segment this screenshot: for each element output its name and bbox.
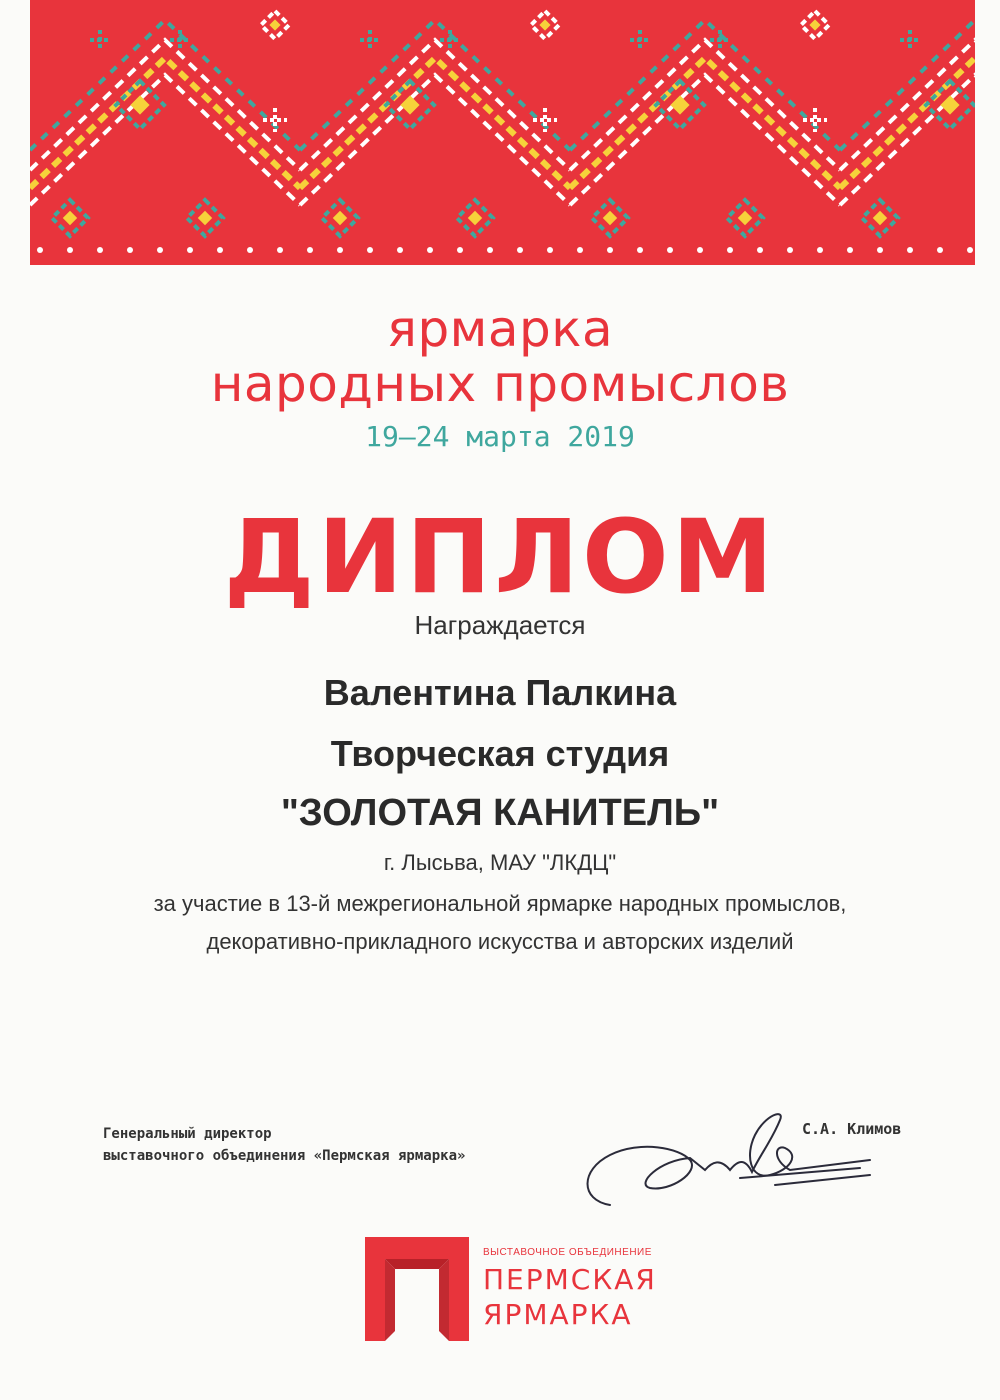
award-reason: за участие в 13-й межрегиональной ярмарке народных промыслов, декоративно-прикладного искусства и авторских изделий	[153, 891, 847, 954]
folk-ornament-banner	[30, 0, 975, 265]
awarded-label: Награждается	[414, 610, 586, 640]
logo-wordmark-line1: ПЕРМСКАЯ	[483, 1263, 657, 1296]
studio-name: "ЗОЛОТАЯ КАНИТЕЛЬ"	[280, 792, 720, 834]
signatory-position	[103, 1123, 465, 1167]
diploma-heading: ДИПЛОМ	[223, 498, 777, 617]
fair-dates: 19–24 марта 2019	[365, 420, 635, 453]
signatory-position-line2: выставочного объединения «Пермская ярмарка»	[103, 1148, 466, 1164]
logo-caption: ВЫСТАВОЧНОЕ ОБЪЕДИНЕНИЕ	[483, 1247, 652, 1258]
fair-title-line1: ярмарка	[386, 300, 614, 358]
studio-label: Творческая студия	[330, 733, 670, 774]
logo-wordmark-line2: ЯРМАРКА	[483, 1298, 633, 1331]
signatory-position-line1: Генеральный директор	[103, 1126, 272, 1142]
signatory-name: С.А. Климов	[802, 1120, 902, 1138]
recipient-name: Валентина Палкина	[323, 672, 677, 713]
fair-title-line2: народных промыслов	[210, 355, 790, 413]
location-text: г. Лысьва, МАУ "ЛКДЦ"	[383, 850, 617, 875]
permskaya-yarmarka-logo-icon	[365, 1237, 469, 1341]
handwritten-signature	[540, 1100, 880, 1220]
